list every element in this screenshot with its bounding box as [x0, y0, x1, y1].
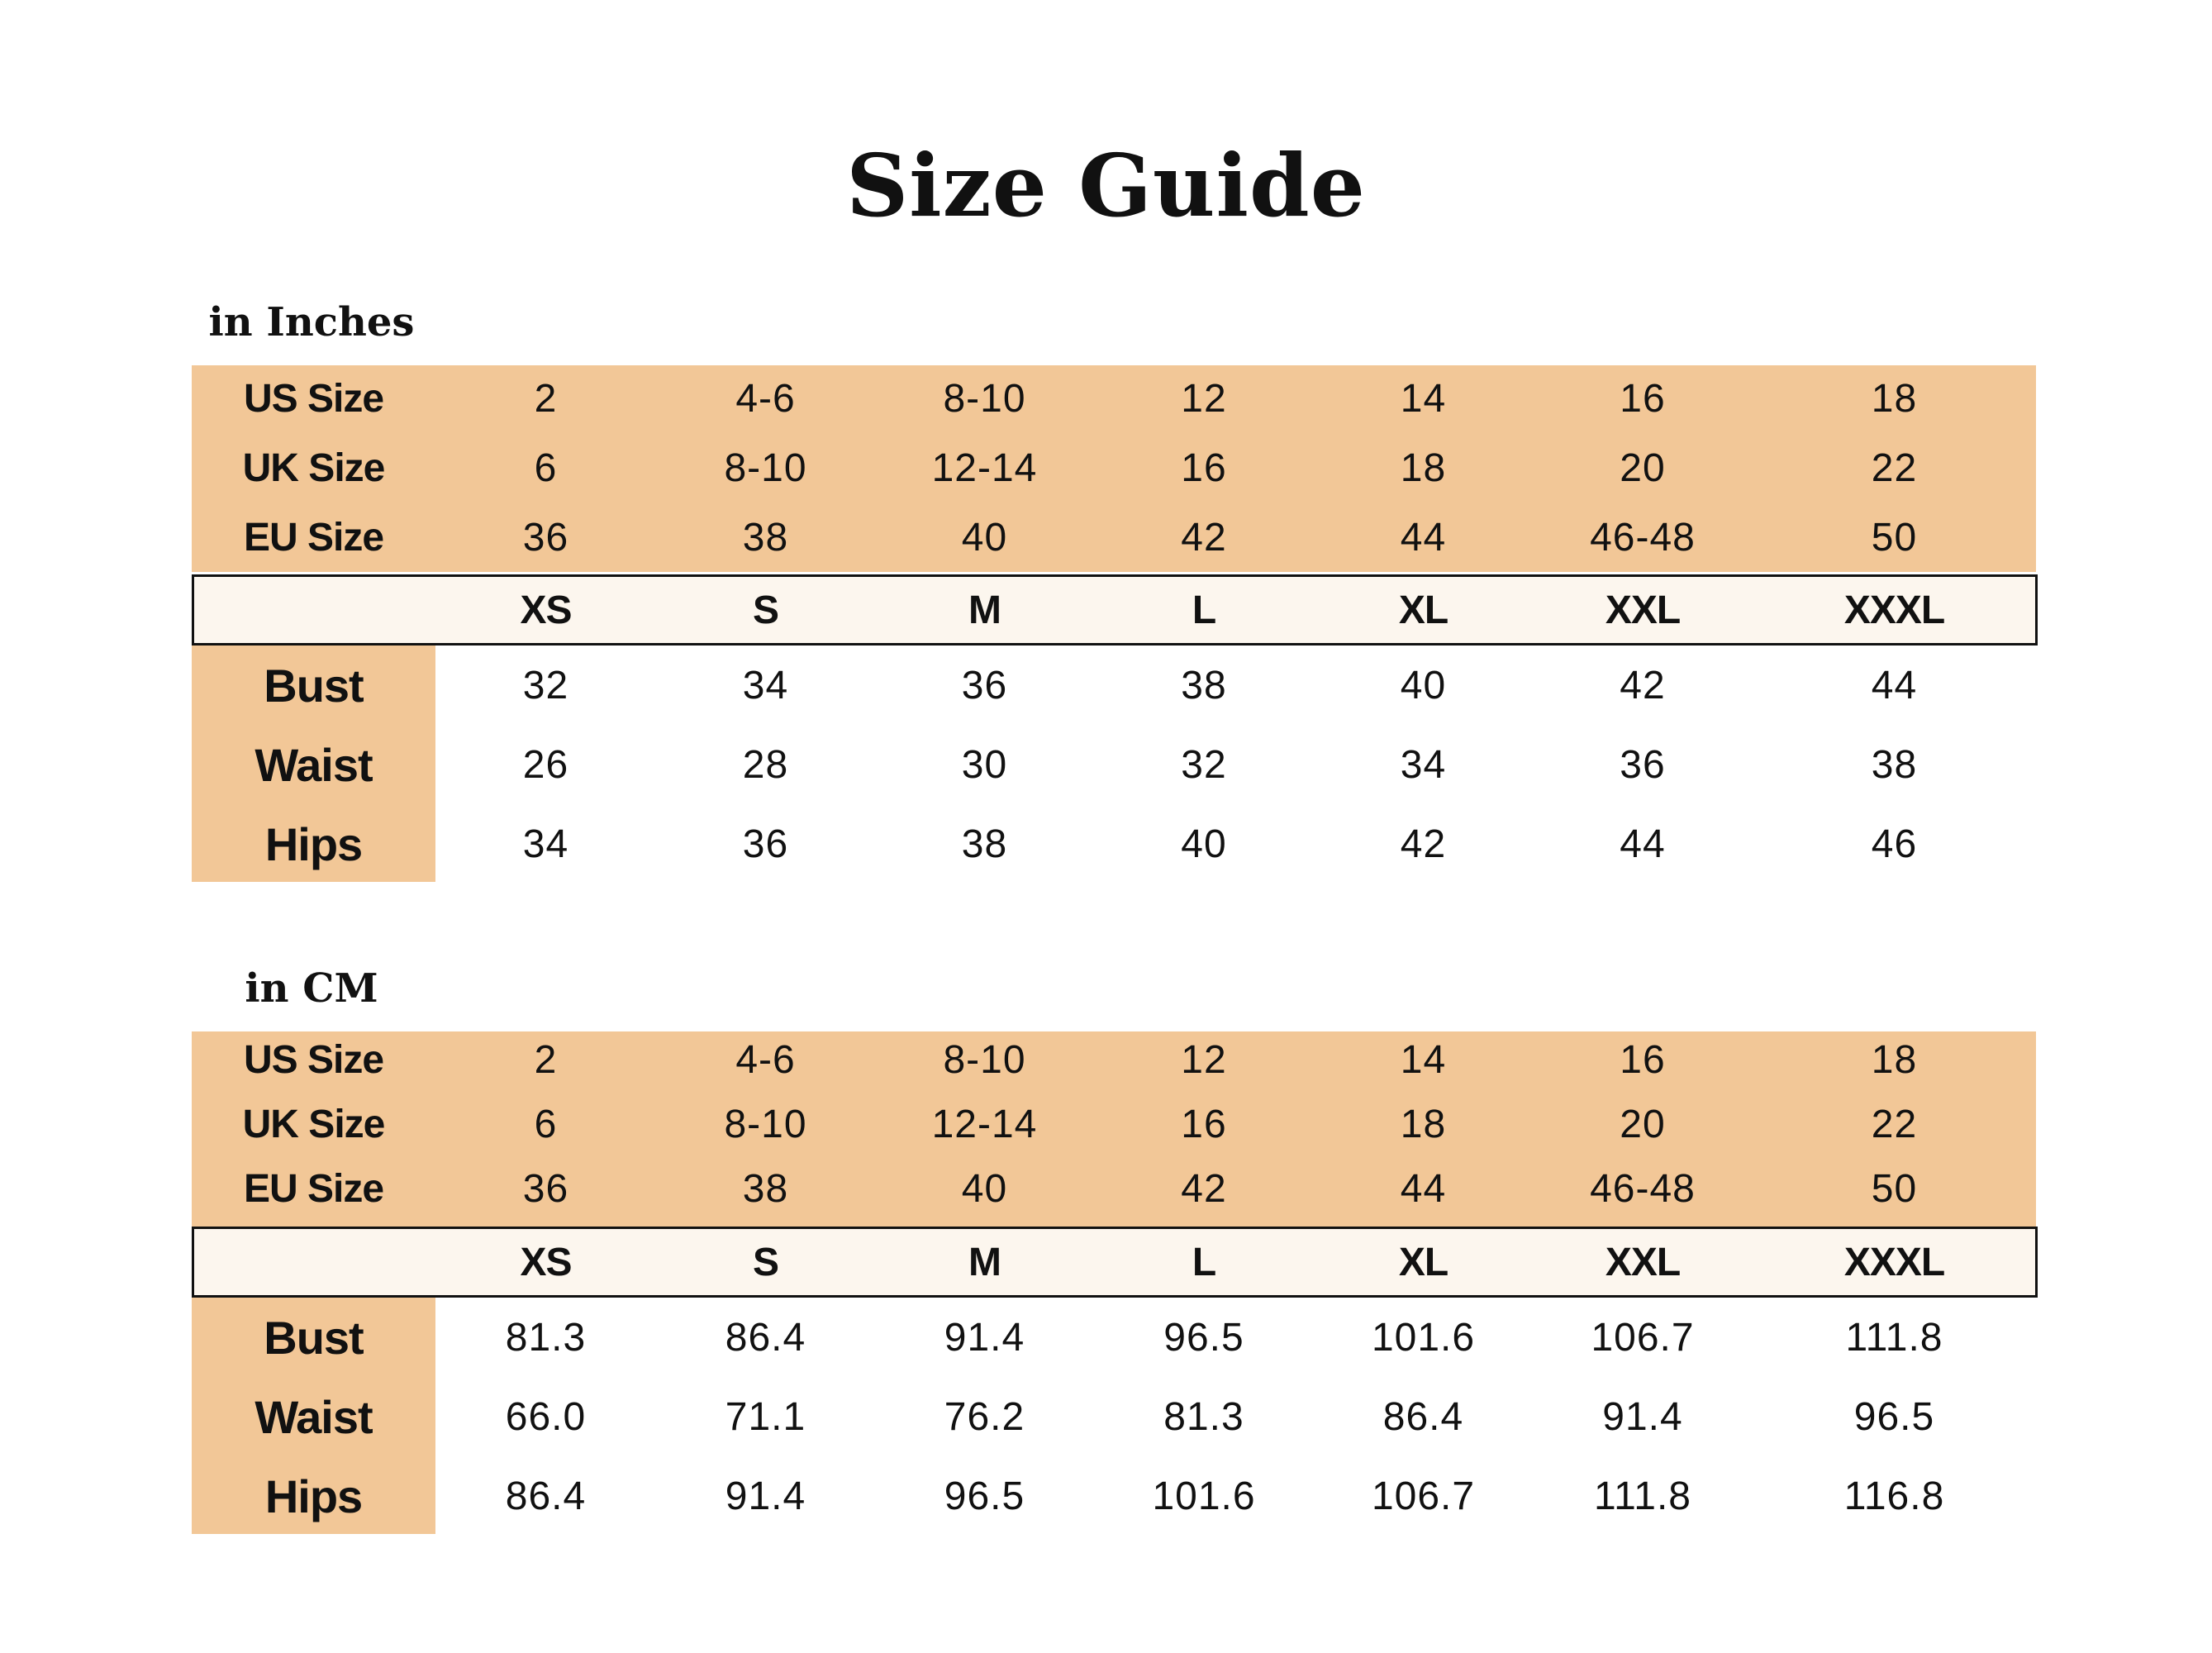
size-label: XS: [520, 1240, 572, 1284]
table-cell: 36: [742, 822, 789, 866]
cm-us-size-row: [192, 1027, 2036, 1092]
table-cell: 42: [1400, 822, 1447, 866]
table-cell: 16: [1181, 1102, 1227, 1146]
table-cell: 76.2: [944, 1394, 1025, 1439]
table-cell: 116.8: [1843, 1474, 1945, 1518]
size-label: XXL: [1605, 1240, 1681, 1284]
table-cell: 50: [1871, 1166, 1918, 1211]
table-cell: 30: [961, 742, 1008, 787]
inches-section-label: in Inches: [208, 299, 415, 345]
table-cell: 86.4: [1382, 1394, 1464, 1439]
row-label-waist: Waist: [254, 1390, 373, 1443]
table-cell: 12-14: [931, 1102, 1038, 1146]
row-label-uk-size: UK Size: [242, 1102, 385, 1146]
table-cell: 38: [742, 1166, 789, 1211]
row-label-us-size: US Size: [243, 376, 384, 421]
table-cell: 91.4: [944, 1315, 1025, 1360]
table-cell: 36: [1620, 742, 1666, 787]
table-cell: 44: [1620, 822, 1666, 866]
row-label-bust: Bust: [264, 659, 364, 712]
table-cell: 16: [1181, 445, 1227, 490]
table-cell: 86.4: [725, 1315, 806, 1360]
page-title: Size Guide: [846, 135, 1366, 236]
size-label: S: [752, 588, 778, 632]
size-label: XXXL: [1843, 1240, 1945, 1284]
size-label: XXL: [1605, 588, 1681, 632]
table-cell: 18: [1871, 376, 1918, 421]
table-cell: 42: [1620, 663, 1666, 707]
table-cell: 42: [1181, 1166, 1227, 1211]
size-label: M: [968, 1240, 1001, 1284]
table-cell: 8-10: [943, 1037, 1026, 1082]
table-cell: 40: [961, 515, 1008, 560]
size-label: L: [1192, 588, 1216, 632]
table-cell: 2: [534, 376, 558, 421]
table-cell: 36: [961, 663, 1008, 707]
table-cell: 40: [1181, 822, 1227, 866]
table-cell: 8-10: [724, 1102, 807, 1146]
table-cell: 18: [1400, 445, 1447, 490]
table-cell: 20: [1620, 445, 1666, 490]
table-cell: 18: [1871, 1037, 1918, 1082]
cm-uk-size-row: [192, 1092, 2036, 1156]
table-cell: 32: [1181, 742, 1227, 787]
table-cell: 44: [1400, 1166, 1447, 1211]
cm-eu-size-row: [192, 1156, 2036, 1221]
table-cell: 42: [1181, 515, 1227, 560]
table-cell: 16: [1620, 1037, 1666, 1082]
table-cell: 18: [1400, 1102, 1447, 1146]
table-cell: 14: [1400, 1037, 1447, 1082]
table-cell: 38: [1871, 742, 1918, 787]
table-cell: 86.4: [505, 1474, 587, 1518]
inches-us-size-row: [192, 364, 2036, 433]
row-label-hips: Hips: [264, 1470, 363, 1522]
table-cell: 71.1: [725, 1394, 806, 1439]
table-cell: 96.5: [1853, 1394, 1935, 1439]
size-label: L: [1192, 1240, 1216, 1284]
table-cell: 22: [1871, 445, 1918, 490]
table-cell: 44: [1871, 663, 1918, 707]
cm-hips-row: [192, 1456, 2036, 1536]
table-cell: 38: [961, 822, 1008, 866]
table-cell: 111.8: [1845, 1315, 1943, 1360]
table-cell: 12-14: [931, 445, 1038, 490]
size-label: XS: [520, 588, 572, 632]
table-cell: 50: [1871, 515, 1918, 560]
table-cell: 96.5: [1163, 1315, 1244, 1360]
table-cell: 36: [522, 515, 569, 560]
size-label: XL: [1398, 588, 1449, 632]
table-cell: 106.7: [1371, 1474, 1476, 1518]
table-cell: 66.0: [505, 1394, 587, 1439]
size-label: XL: [1398, 1240, 1449, 1284]
table-cell: 40: [1400, 663, 1447, 707]
table-cell: 8-10: [943, 376, 1026, 421]
table-cell: 106.7: [1591, 1315, 1695, 1360]
table-cell: 32: [522, 663, 569, 707]
size-label: M: [968, 588, 1001, 632]
table-cell: 38: [1181, 663, 1227, 707]
row-label-hips: Hips: [264, 817, 363, 870]
table-cell: 6: [534, 1102, 558, 1146]
table-cell: 14: [1400, 376, 1447, 421]
table-cell: 101.6: [1371, 1315, 1476, 1360]
cm-size-label-row: [192, 1229, 2036, 1295]
row-label-bust: Bust: [264, 1311, 364, 1364]
row-label-waist: Waist: [254, 738, 373, 791]
table-cell: 46: [1871, 822, 1918, 866]
cm-waist-row: [192, 1377, 2036, 1456]
cm-section-label: in CM: [245, 965, 378, 1012]
inches-size-label-row: [192, 577, 2036, 643]
table-cell: 26: [522, 742, 569, 787]
table-cell: 22: [1871, 1102, 1918, 1146]
table-cell: 91.4: [1602, 1394, 1683, 1439]
table-cell: 4-6: [735, 1037, 796, 1082]
table-cell: 8-10: [724, 445, 807, 490]
inches-eu-size-row: [192, 503, 2036, 572]
table-cell: 44: [1400, 515, 1447, 560]
cm-bust-row: [192, 1298, 2036, 1377]
table-cell: 4-6: [735, 376, 796, 421]
table-cell: 46-48: [1590, 1166, 1696, 1211]
table-cell: 34: [522, 822, 569, 866]
table-cell: 20: [1620, 1102, 1666, 1146]
row-label-us-size: US Size: [243, 1037, 384, 1082]
size-label: XXXL: [1843, 588, 1945, 632]
size-label: S: [752, 1240, 778, 1284]
table-cell: 101.6: [1152, 1474, 1256, 1518]
table-cell: 38: [742, 515, 789, 560]
table-cell: 34: [742, 663, 789, 707]
table-cell: 28: [742, 742, 789, 787]
table-cell: 12: [1181, 376, 1227, 421]
inches-waist-row: [192, 725, 2036, 804]
table-cell: 16: [1620, 376, 1666, 421]
table-cell: 91.4: [725, 1474, 806, 1518]
table-cell: 40: [961, 1166, 1008, 1211]
inches-bust-row: [192, 645, 2036, 725]
table-cell: 81.3: [1163, 1394, 1244, 1439]
table-cell: 96.5: [944, 1474, 1025, 1518]
inches-uk-size-row: [192, 433, 2036, 503]
row-label-eu-size: EU Size: [243, 1166, 384, 1211]
table-cell: 36: [522, 1166, 569, 1211]
table-cell: 46-48: [1590, 515, 1696, 560]
row-label-eu-size: EU Size: [243, 515, 384, 560]
table-cell: 81.3: [505, 1315, 587, 1360]
row-label-uk-size: UK Size: [242, 445, 385, 490]
table-cell: 34: [1400, 742, 1447, 787]
inches-hips-row: [192, 804, 2036, 884]
table-cell: 2: [534, 1037, 558, 1082]
table-cell: 12: [1181, 1037, 1227, 1082]
table-cell: 111.8: [1594, 1474, 1691, 1518]
table-cell: 6: [534, 445, 558, 490]
